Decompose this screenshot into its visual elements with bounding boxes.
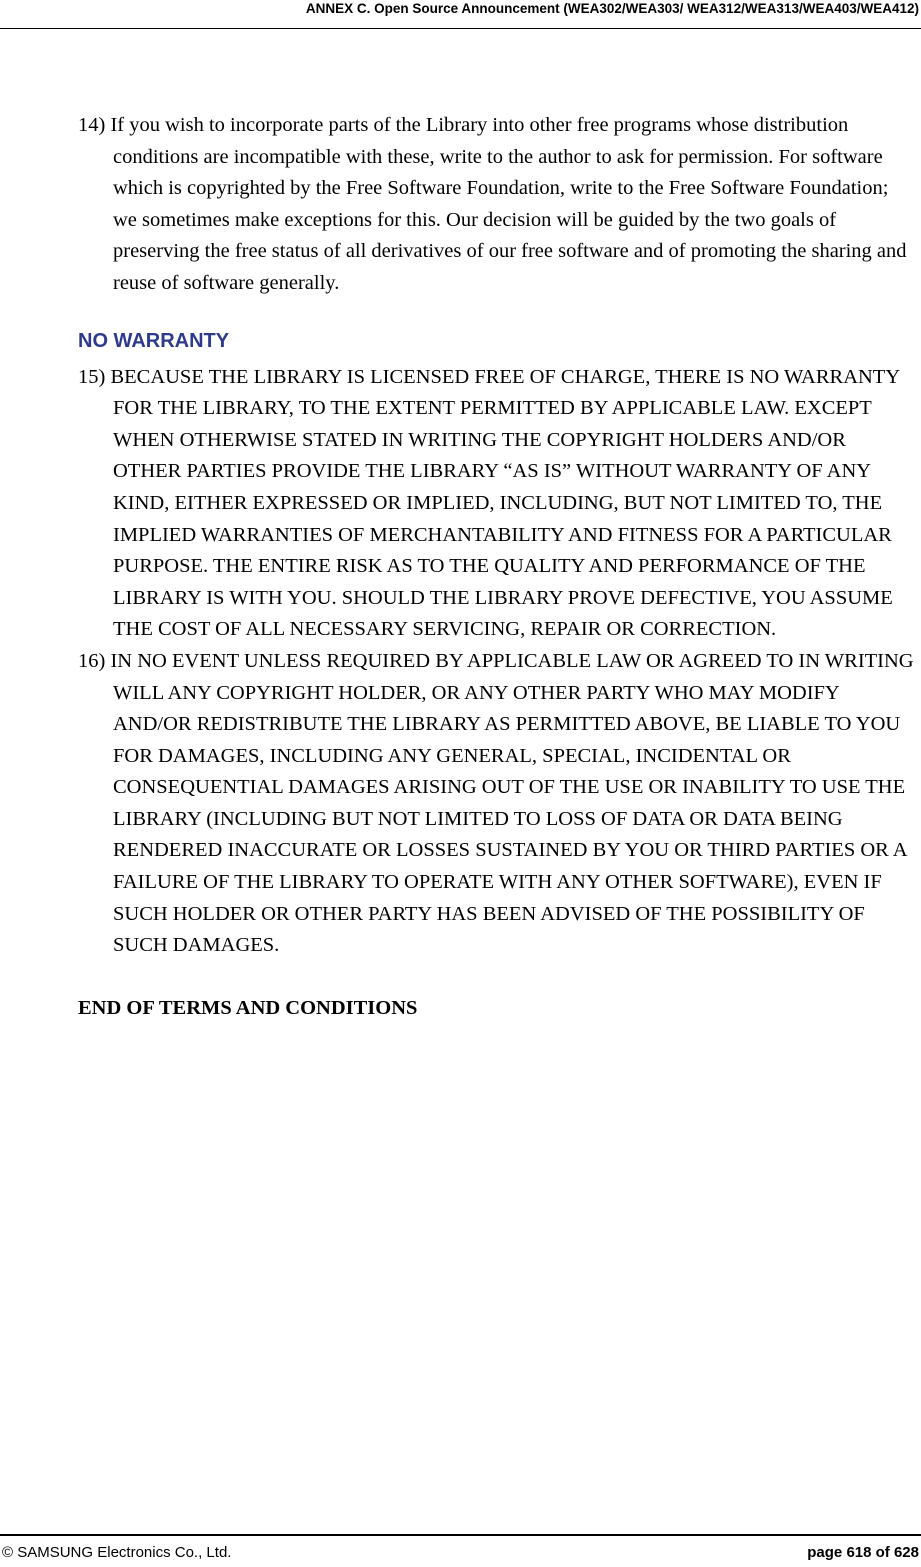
section-heading-no-warranty: NO WARRANTY — [78, 329, 230, 352]
footer-copyright: © SAMSUNG Electronics Co., Ltd. — [2, 1544, 232, 1561]
footer-page-number: page 618 of 628 — [807, 1544, 919, 1561]
page-header — [0, 0, 921, 29]
clause-16: 16) IN NO EVENT UNLESS REQUIRED BY APPLICABLE LAW OR AGREED TO IN WRITING WILL ANY COPYRIGHT HOLDER, OR ANY OTHER PARTY WHO MAY MODIFY AND/OR REDISTRIBUTE THE LIBRARY AS PERMITTED ABOVE, BE LIABLE TO YOU FOR DAMAGES, INCLUDING ANY GENERAL, SPECIAL, INCIDENTAL OR CONSEQUENTIAL DAMAGES ARISING OUT OF THE USE OR INABILITY TO USE THE LIBRARY (INCLUDING BUT NOT LIMITED TO LOSS OF DATA OR DATA BEING RENDERED INACCURATE OR LOSSES SUSTAINED BY YOU OR THIRD PARTIES OR A FAILURE OF THE LIBRARY TO OPERATE WITH ANY OTHER SOFTWARE), EVEN IF SUCH HOLDER OR OTHER PARTY HAS BEEN ADVISED OF THE POSSIBILITY OF SUCH DAMAGES. — [78, 649, 914, 957]
header-title: ANNEX C. Open Source Announcement (WEA302/WEA303/ WEA312/WEA313/WEA403/WEA412) — [305, 1, 919, 16]
clause-14: 14) If you wish to incorporate parts of the Library into other free programs whose distribution conditions are incompatible with these, write to the author to ask for permission. For software which is copyrighted by the Free Software Foundation, write to the Free Software Foundation; we sometimes make exceptions for this. Our decision will be guided by the two goals of preserving the free status of all derivatives of our free software and of promoting the sharing and reuse of software generally. — [78, 114, 907, 294]
document-body — [78, 110, 914, 1024]
page-footer — [0, 1534, 921, 1567]
end-of-terms: END OF TERMS AND CONDITIONS — [78, 996, 418, 1019]
clause-15: 15) BECAUSE THE LIBRARY IS LICENSED FREE OF CHARGE, THERE IS NO WARRANTY FOR THE LIBRARY, TO THE EXTENT PERMITTED BY APPLICABLE LAW. EXCEPT WHEN OTHERWISE STATED IN WRITING THE COPYRIGHT HOLDERS AND/OR OTHER PARTIES PROVIDE THE LIBRARY “AS IS” WITHOUT WARRANTY OF ANY KIND, EITHER EXPRESSED OR IMPLIED, INCLUDING, BUT NOT LIMITED TO, THE IMPLIED WARRANTIES OF MERCHANTABILITY AND FITNESS FOR A PARTICULAR PURPOSE. THE ENTIRE RISK AS TO THE QUALITY AND PERFORMANCE OF THE LIBRARY IS WITH YOU. SHOULD THE LIBRARY PROVE DEFECTIVE, YOU ASSUME THE COST OF ALL NECESSARY SERVICING, REPAIR OR CORRECTION. — [78, 365, 900, 641]
